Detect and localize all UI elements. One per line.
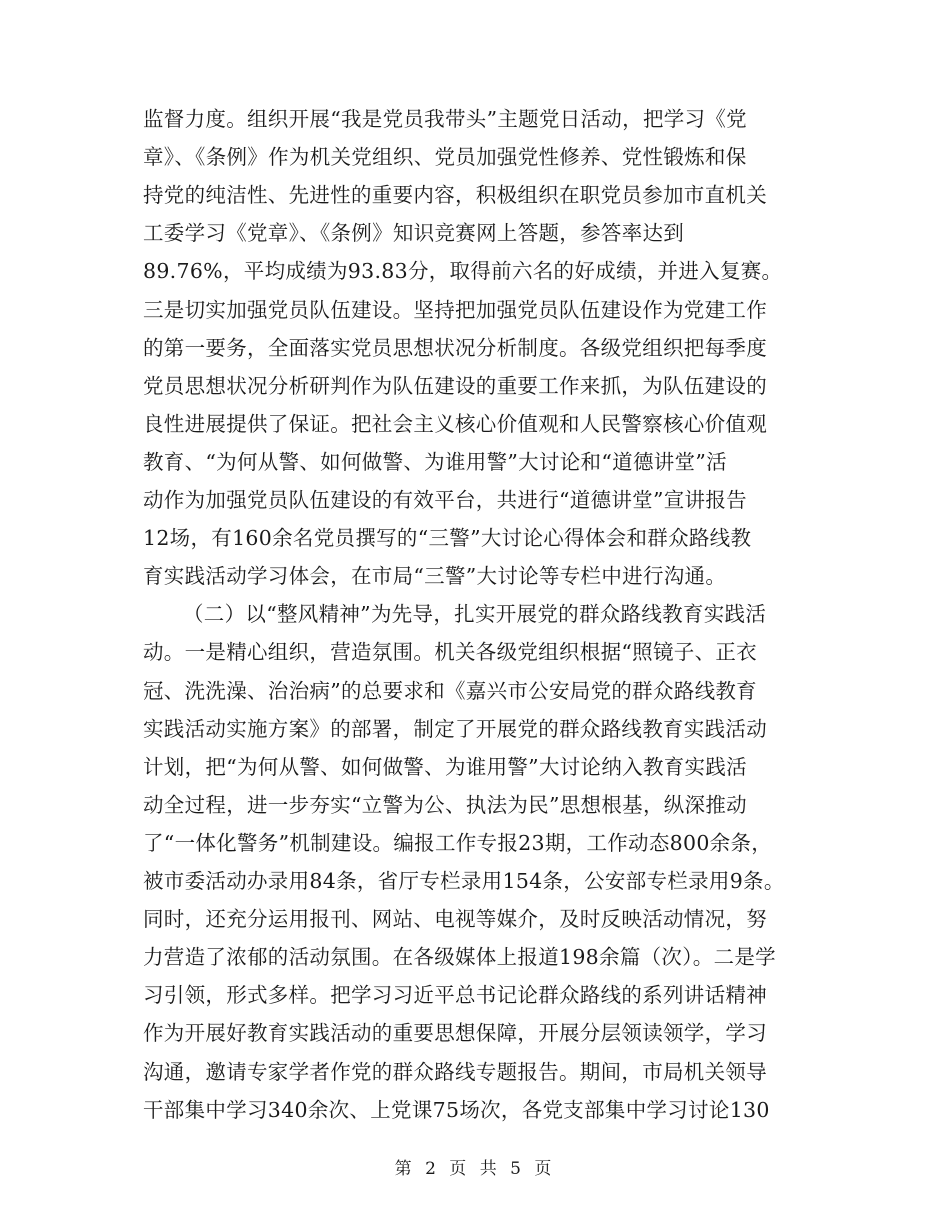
text-line: 89.76%，平均成绩为93.83分，取得前六名的好成绩，并进入复赛。 bbox=[143, 259, 783, 284]
text-line: 工委学习《党章》、《条例》知识竞赛网上答题，参答率达到 bbox=[143, 221, 685, 246]
text-line: 教育、“为何从警、如何做警、为谁用警”大讨论和“道德讲堂”活 bbox=[143, 449, 727, 474]
text-line: 习引领，形式多样。把学习习近平总书记论群众路线的系列讲话精神 bbox=[143, 983, 767, 1008]
text-line: 实践活动实施方案》的部署，制定了开展党的群众路线教育实践活动 bbox=[143, 716, 767, 741]
text-line: 监督力度。组织开展“我是党员我带头”主题党日活动，把学习《党 bbox=[143, 107, 747, 131]
text-line: 同时，还充分运用报刊、网站、电视等媒介，及时反映活动情况，努 bbox=[143, 907, 767, 932]
page-number-footer: 第 2 页 共 5 页 bbox=[394, 1159, 556, 1179]
text-line: 育实践活动学习体会，在市局“三警”大讨论等专栏中进行沟通。 bbox=[143, 564, 727, 589]
text-line: 章》、《条例》作为机关党组织、党员加强党性修养、党性锻炼和保 bbox=[143, 145, 747, 170]
text-line: 党员思想状况分析研判作为队伍建设的重要工作来抓，为队伍建设的 bbox=[143, 373, 767, 398]
text-line: 冠、洗洗澡、治治病”的总要求和《嘉兴市公安局党的群众路线教育 bbox=[143, 678, 757, 703]
text-line: 12场，有160余名党员撰写的“三警”大讨论心得体会和群众路线教 bbox=[143, 526, 752, 551]
text-line: 计划，把“为何从警、如何做警、为谁用警”大讨论纳入教育实践活 bbox=[143, 754, 747, 779]
text-line: 良性进展提供了保证。把社会主义核心价值观和人民警察核心价值观 bbox=[143, 411, 767, 436]
text-line: 持党的纯洁性、先进性的重要内容，积极组织在职党员参加市直机关 bbox=[143, 183, 767, 208]
text-line: 被市委活动办录用84条，省厅专栏录用154条，公安部专栏录用9条。 bbox=[143, 869, 785, 893]
text-line: 力营造了浓郁的活动氛围。在各级媒体上报道198余篇（次）。二是学 bbox=[143, 945, 776, 970]
text-line: 三是切实加强党员队伍建设。坚持把加强党员队伍建设作为党建工作 bbox=[143, 297, 767, 322]
text-line: 作为开展好教育实践活动的重要思想保障，开展分层领读领学，学习 bbox=[143, 1021, 767, 1046]
text-line: 动。一是精心组织，营造氛围。机关各级党组织根据“照镜子、正衣 bbox=[143, 640, 757, 665]
text-line: 动作为加强党员队伍建设的有效平台，共进行“道德讲堂”宣讲报告 bbox=[143, 488, 747, 512]
text-line: 动全过程，进一步夯实“立警为公、执法为民”思想根基，纵深推动 bbox=[143, 792, 747, 817]
text-line: 沟通，邀请专家学者作党的群众路线专题报告。期间，市局机关领导 bbox=[143, 1059, 767, 1084]
section-heading-line: （二）以“整风精神”为先导，扎实开展党的群众路线教育实践活 bbox=[183, 602, 767, 627]
text-line: 的第一要务，全面落实党员思想状况分析制度。各级党组织把每季度 bbox=[143, 335, 767, 360]
text-line: 干部集中学习340余次、上党课75场次，各党支部集中学习讨论130 bbox=[143, 1097, 770, 1122]
text-line: 了“一体化警务”机制建设。编报工作专报23期，工作动态800余条， bbox=[143, 830, 773, 855]
